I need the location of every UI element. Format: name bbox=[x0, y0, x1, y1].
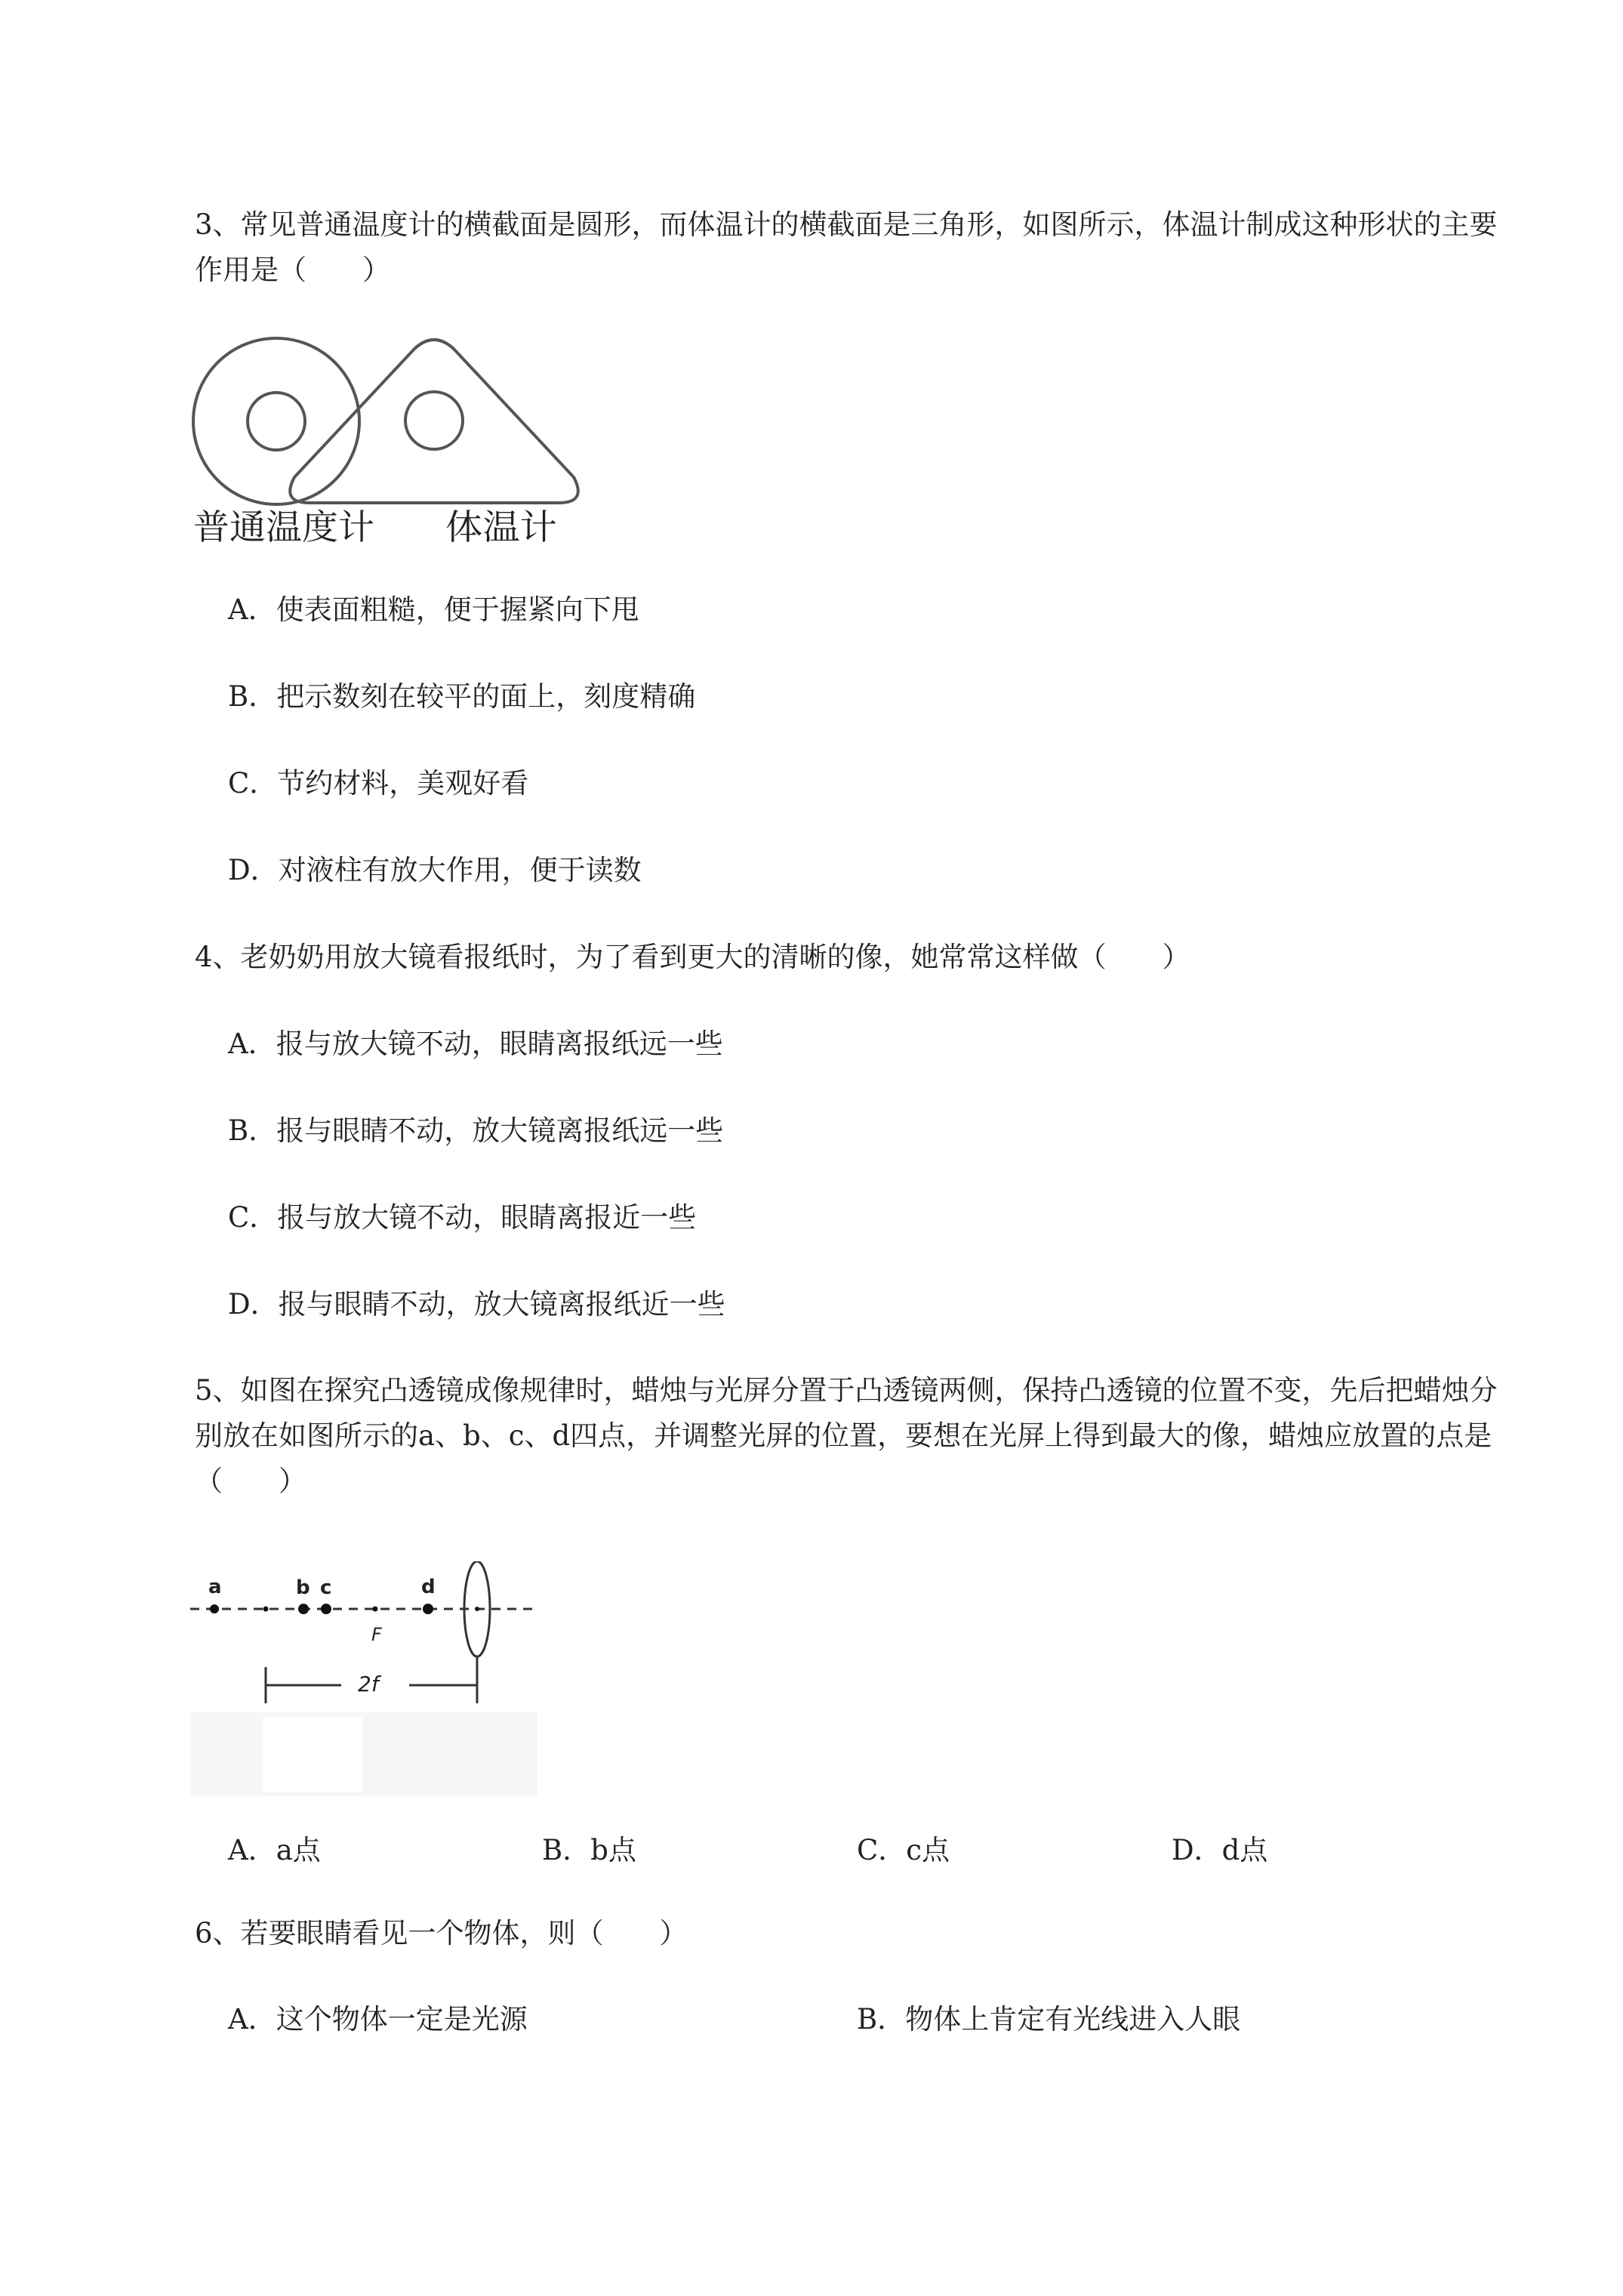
clinical-thermometer-outline bbox=[290, 340, 578, 503]
q4-option-a[interactable]: A．报与放大镜不动，眼睛离报纸远一些 bbox=[228, 1028, 723, 1060]
q6-option-a[interactable]: A．这个物体一定是光源 bbox=[228, 2003, 528, 2036]
point-2f bbox=[263, 1607, 269, 1612]
clinical-thermometer-bore bbox=[405, 392, 463, 449]
q5-option-d[interactable]: D．d点 bbox=[1172, 1834, 1268, 1866]
thermometer-cross-section-figure bbox=[189, 334, 596, 553]
label-a: a bbox=[208, 1576, 222, 1598]
ordinary-thermometer-outline bbox=[193, 338, 359, 504]
ordinary-thermometer-label: 普通温度计 bbox=[193, 507, 374, 547]
question-5-stem: 5、如图在探究凸透镜成像规律时，蜡烛与光屏分置于凸透镜两侧，保持凸透镜的位置不变，先后把蜡烛分别放在如图所示的a、b、c、d四点，并调整光屏的位置，要想在光屏上得到最大的像，蜡烛应放置的点是（ ） bbox=[195, 1374, 1498, 1497]
q3-option-a[interactable]: A．使表面粗糙，便于握紧向下甩 bbox=[228, 593, 639, 626]
q4-option-d[interactable]: D．报与眼睛不动，放大镜离报纸近一些 bbox=[228, 1288, 725, 1321]
label-2f: 2f bbox=[358, 1672, 379, 1697]
q4-option-b[interactable]: B．报与眼睛不动，放大镜离报纸远一些 bbox=[228, 1114, 724, 1147]
label-c: c bbox=[320, 1576, 332, 1599]
q6-option-b[interactable]: B．物体上肯定有光线进入人眼 bbox=[857, 2003, 1241, 2036]
q5-option-a[interactable]: A．a点 bbox=[228, 1834, 321, 1866]
figure-background bbox=[190, 1712, 537, 1795]
label-f: F bbox=[371, 1624, 382, 1645]
convex-lens-figure bbox=[190, 1561, 537, 1803]
optical-center bbox=[475, 1607, 479, 1611]
label-d: d bbox=[421, 1576, 436, 1598]
q5-option-b[interactable]: B．b点 bbox=[542, 1834, 636, 1866]
point-a bbox=[210, 1604, 219, 1613]
q4-option-c[interactable]: C．报与放大镜不动，眼睛离报近一些 bbox=[228, 1201, 697, 1234]
question-6-stem: 6、若要眼睛看见一个物体，则（ ） bbox=[195, 1917, 688, 1949]
clinical-thermometer-label: 体温计 bbox=[445, 507, 557, 547]
question-3-stem: 3、常见普通温度计的横截面是圆形，而体温计的横截面是三角形，如图所示，体温计制成这种形状的主要作用是（ ） bbox=[195, 208, 1498, 286]
question-4-stem: 4、老奶奶用放大镜看报纸时，为了看到更大的清晰的像，她常常这样做（ ） bbox=[195, 941, 1190, 973]
q3-option-c[interactable]: C．节约材料，美观好看 bbox=[228, 767, 529, 800]
label-b: b bbox=[296, 1576, 310, 1599]
ordinary-thermometer-bore bbox=[248, 393, 305, 450]
q3-option-d[interactable]: D．对液柱有放大作用，便于读数 bbox=[228, 854, 642, 886]
q5-option-c[interactable]: C．c点 bbox=[857, 1834, 950, 1866]
q3-option-b[interactable]: B．把示数刻在较平的面上，刻度精确 bbox=[228, 680, 696, 713]
point-c bbox=[321, 1604, 331, 1614]
point-f bbox=[373, 1607, 378, 1612]
point-b bbox=[298, 1604, 309, 1614]
point-d bbox=[423, 1604, 433, 1614]
